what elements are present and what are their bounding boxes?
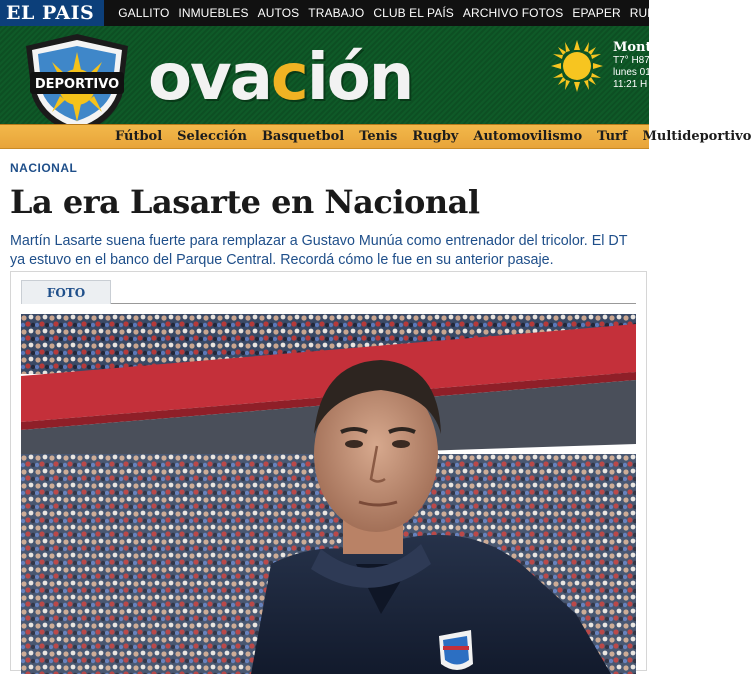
el-pais-logo[interactable]: EL PAIS	[0, 0, 104, 26]
ovacion-logo[interactable]	[148, 40, 412, 116]
weather-widget[interactable]	[613, 40, 698, 91]
logo-accent-letter: c	[271, 41, 307, 115]
logo-part-1: ova	[148, 41, 271, 115]
nav-turf[interactable]: Turf	[597, 129, 627, 144]
top-nav	[118, 6, 671, 20]
logo-part-2: ión	[307, 41, 412, 115]
badge-label: DEPORTIVO	[35, 77, 119, 92]
weather-city: Montevideo	[613, 40, 698, 55]
nav-multideportivo[interactable]: Multideportivo	[643, 129, 751, 144]
top-nav-autos[interactable]: AUTOS	[258, 6, 300, 20]
top-nav-epaper[interactable]: EPAPER	[572, 6, 620, 20]
top-nav-rural[interactable]: RURAL	[630, 6, 671, 20]
nav-futbol[interactable]: Fútbol	[115, 129, 162, 144]
weather-time: 11:21 H	[613, 79, 698, 91]
top-nav-trabajo[interactable]: TRABAJO	[308, 6, 364, 20]
top-nav-archivo-fotos[interactable]: ARCHIVO FOTOS	[463, 6, 563, 20]
site-header	[0, 26, 649, 124]
top-bar	[0, 0, 649, 26]
tab-foto[interactable]: FOTO	[21, 280, 111, 304]
article-headline: La era Lasarte en Nacional	[10, 183, 479, 221]
section-nav	[0, 124, 649, 149]
top-nav-club-el-pais[interactable]: CLUB EL PAÍS	[373, 6, 454, 20]
deportivo-badge-icon[interactable]	[22, 32, 132, 136]
nav-tenis[interactable]: Tenis	[359, 129, 397, 144]
lasarte-photo-image	[21, 314, 636, 674]
article-section-label[interactable]: NACIONAL	[10, 161, 77, 175]
sun-weather-icon	[551, 40, 603, 92]
nav-seleccion[interactable]: Selección	[177, 129, 247, 144]
weather-temp: T7° H87%	[613, 55, 698, 67]
media-tab-row	[21, 280, 636, 304]
nav-automovilismo[interactable]: Automovilismo	[473, 129, 582, 144]
nav-basquetbol[interactable]: Basquetbol	[262, 129, 344, 144]
top-nav-gallito[interactable]: GALLITO	[118, 6, 169, 20]
weather-date: lunes 01	[613, 67, 698, 79]
media-box	[10, 271, 647, 671]
top-nav-inmuebles[interactable]: INMUEBLES	[178, 6, 248, 20]
article-photo[interactable]	[21, 314, 636, 674]
nav-rugby[interactable]: Rugby	[412, 129, 458, 144]
article-summary: Martín Lasarte suena fuerte para remplazar a Gustavo Munúa como entrenador del tricolor. El DT ya estuvo en el banco del Parque Central. Recordá cómo le fue en su anterior pasaje.	[10, 232, 645, 270]
